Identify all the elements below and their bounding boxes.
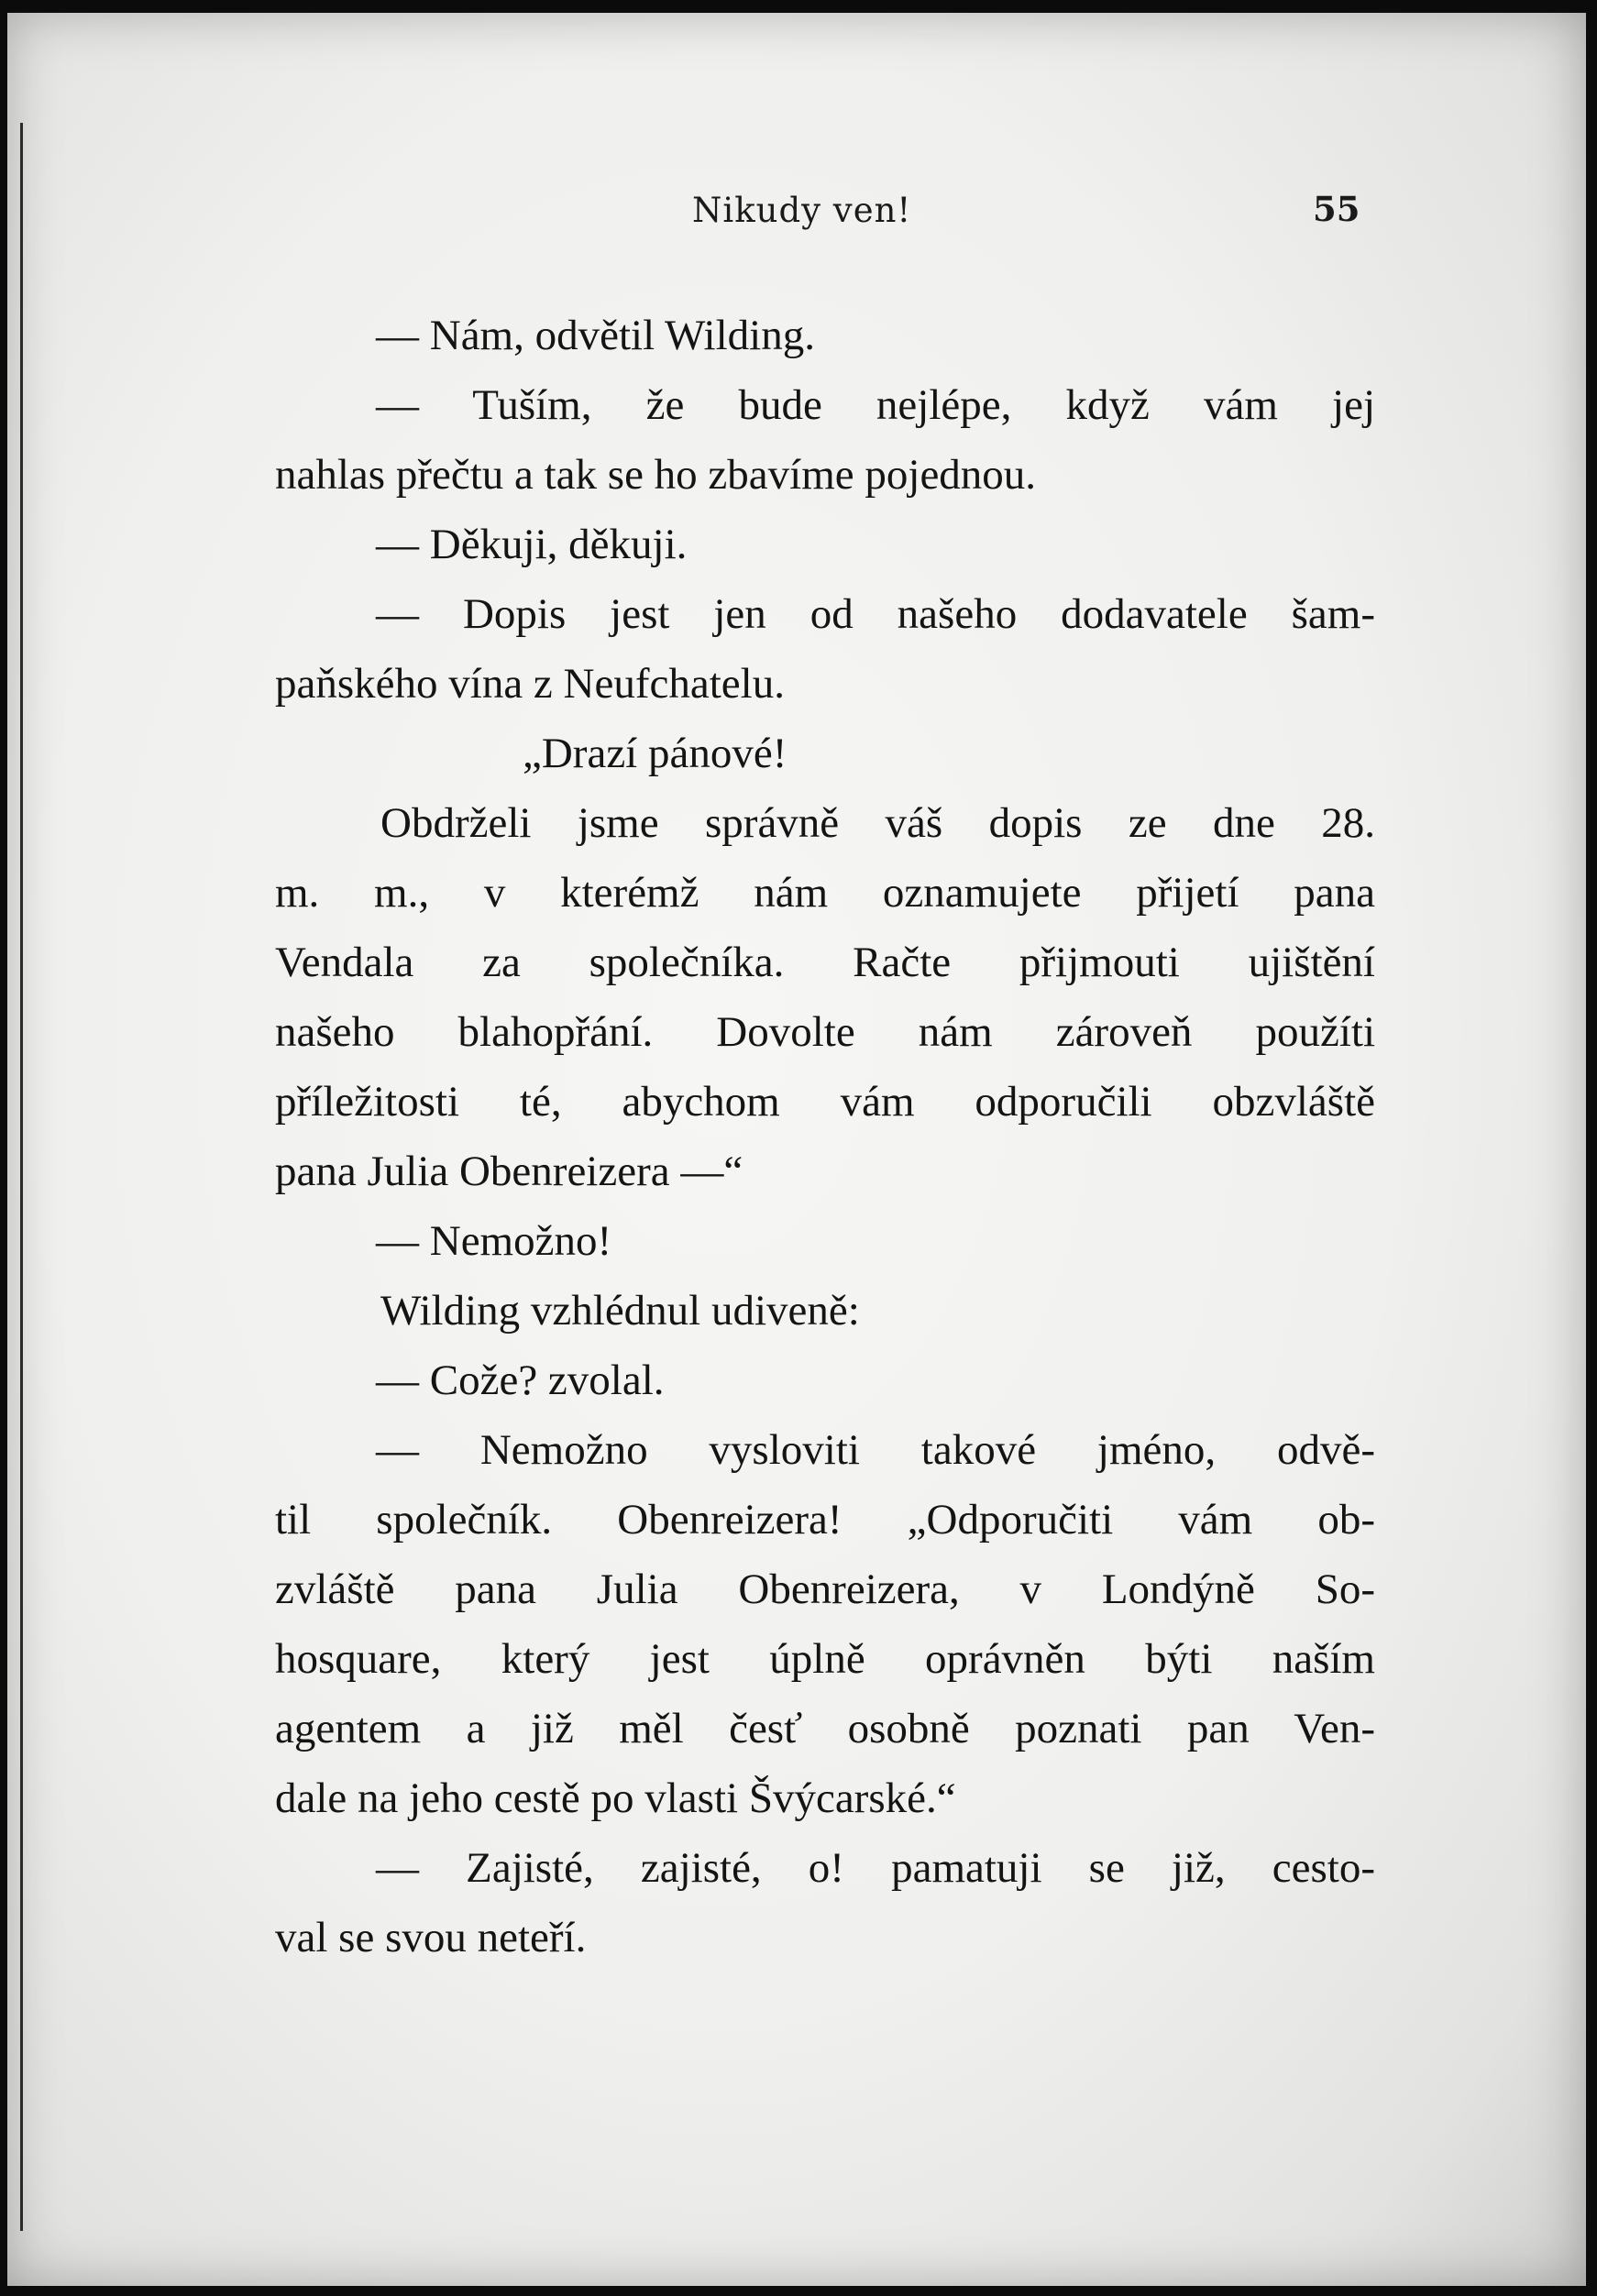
text-line: — Děkuji, děkuji. — [376, 521, 688, 568]
text-line: — Dopis jest jen od našeho dodavatele šam- — [376, 590, 1375, 638]
text-line: til společník. Obenreizera! „Odporučiti vám ob- — [275, 1496, 1375, 1543]
text-line: „Drazí pánové! — [523, 730, 787, 777]
text-line: — Cože? zvolal. — [376, 1357, 665, 1404]
page-binding-edge — [20, 123, 23, 2231]
text-line: hosquare, který jest úplně oprávněn býti naším — [275, 1635, 1375, 1683]
text-line: paňského vína z Neufchatelu. — [275, 660, 785, 708]
text-line: nahlas přečtu a tak se ho zbavíme pojednou. — [275, 451, 1037, 499]
body-text — [275, 301, 1375, 1972]
text-line: Wilding vzhlédnul udiveně: — [380, 1287, 860, 1335]
text-line: — Nemožno vysloviti takové jméno, odvě- — [376, 1426, 1375, 1474]
text-line: Vendala za společníka. Račte přijmouti ujištění — [275, 939, 1375, 986]
page-number: 55 — [1313, 189, 1360, 229]
text-line: — Tuším, že bude nejlépe, když vám jej — [376, 381, 1375, 429]
text-line: m. m., v kterémž nám oznamujete přijetí pana — [275, 869, 1375, 917]
text-line: — Zajisté, zajisté, o! pamatuji se již, cesto- — [376, 1844, 1375, 1892]
text-line: zvláště pana Julia Obenreizera, v Londýně So- — [275, 1565, 1375, 1613]
text-line: Obdrželi jsme správně váš dopis ze dne 28. — [380, 799, 1375, 847]
text-line: — Nám, odvětil Wilding. — [376, 312, 815, 359]
text-line: našeho blahopřání. Dovolte nám zároveň použíti — [275, 1008, 1375, 1056]
page-header — [0, 181, 1597, 246]
text-line: pana Julia Obenreizera —“ — [275, 1148, 743, 1195]
text-line: dale na jeho cestě po vlasti Švýcarské.“ — [275, 1774, 956, 1822]
text-line: val se svou neteří. — [275, 1914, 587, 1961]
running-title: Nikudy ven! — [692, 191, 912, 230]
text-line: — Nemožno! — [376, 1217, 612, 1265]
text-line: agentem a již měl česť osobně poznati pan Ven- — [275, 1705, 1375, 1752]
text-line: příležitosti té, abychom vám odporučili obzvláště — [275, 1078, 1375, 1126]
